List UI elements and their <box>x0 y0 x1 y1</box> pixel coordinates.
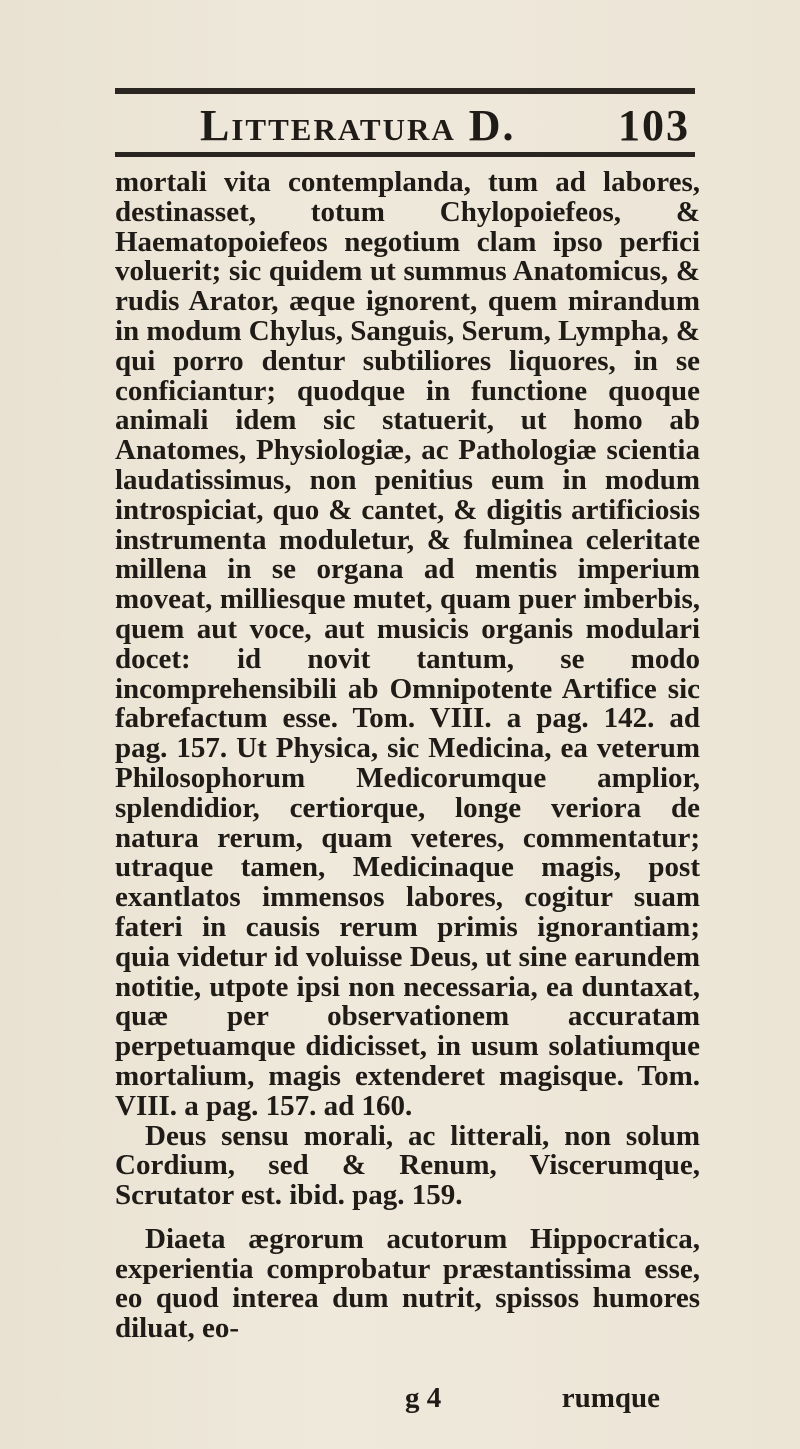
running-head: Litteratura D. <box>200 101 516 150</box>
page-number: 103 <box>618 101 690 150</box>
body-text <box>115 168 700 1344</box>
header-rule-bottom <box>115 152 695 157</box>
header-rule-top <box>115 88 695 94</box>
paragraph-1: mortali vita contemplanda, tum ad labores, destinasset, totum Chylopoiefeos, & Haematopoiefeos negotium clam ipso perfici voluerit; sic quidem ut summus Anatomicus, & rudis Arator, æque ignorent, quem mirandum in modum Chylus, Sanguis, Serum, Lympha, & qui porro dentur subtiliores liquores, in se conficiantur; quodque in functione quoque animali idem sic statuerit, ut homo ab Anatomes, Physiologiæ, ac Pathologiæ scientia laudatissimus, non penitius eum in modum introspiciat, quo & cantet, & digitis artificiosis instrumenta moduletur, & fulminea celeritate millena in se organa ad mentis imperium moveat, milliesque mutet, quam puer imberbis, quem aut voce, aut musicis organis modulari docet: id novit tantum, se modo incomprehensibili ab Omnipotente Artifice sic fabrefactum esse. Tom. VIII. a pag. 142. ad pag. 157. Ut Physica, sic Medicina, ea veterum Philosophorum Medicorumque amplior, splendidior, certiorque, longe veriora de natura rerum, quam veteres, commentatur; utraque tamen, Medicinaque magis, post exantlatos immensos labores, cogitur suam fateri in causis rerum primis ignorantiam; quia videtur id voluisse Deus, ut sine earundem notitie, utpote ipsi non necessaria, ea duntaxat, quæ per observationem accuratam perpetuamque didicisset, in usum solatiumque mortalium, magis extenderet magisque. Tom. VIII. a pag. 157. ad 160. <box>115 166 700 1122</box>
paragraph-2: Deus sensu morali, ac litterali, non solum Cordium, sed & Renum, Viscerumque, Scrutator est. ibid. pag. 159. <box>115 1119 700 1212</box>
signature-mark: g 4 <box>405 1382 442 1414</box>
footer-catchline <box>115 1382 700 1416</box>
catchword: rumque <box>561 1382 660 1414</box>
page-header <box>115 100 695 150</box>
paragraph-3: Diaeta ægrorum acutorum Hippocratica, experientia comprobatur præstantissima esse, eo quod interea dum nutrit, spissos humores diluat, eo- <box>115 1222 700 1345</box>
